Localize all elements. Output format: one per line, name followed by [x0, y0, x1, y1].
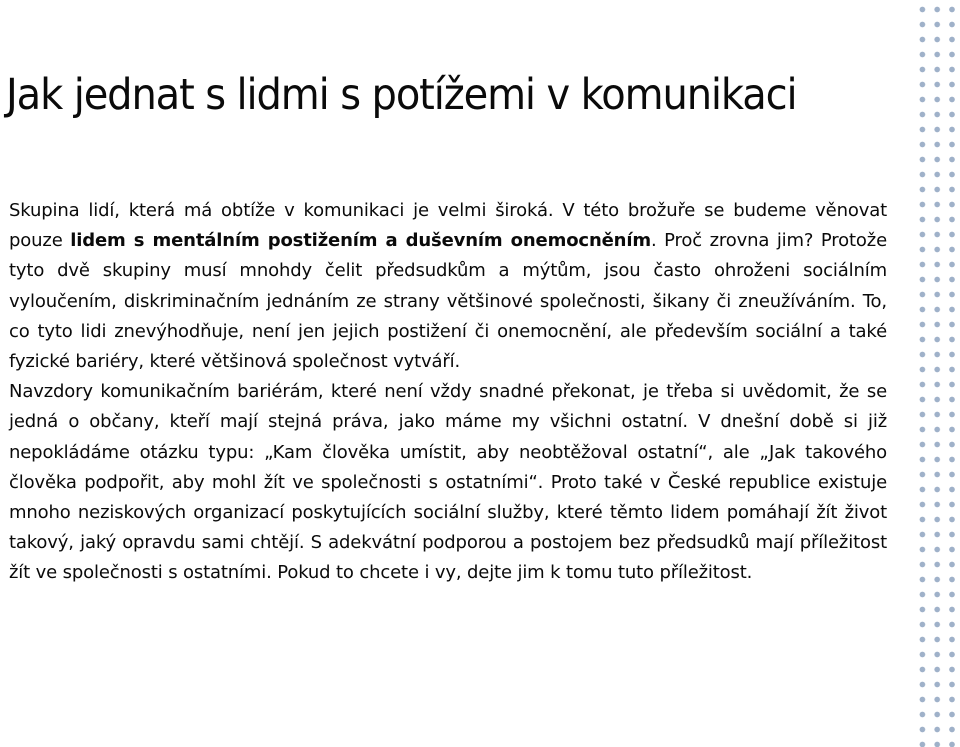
paragraph-1 [9, 196, 887, 377]
paragraph-1-intro: Skupina lidí, která má obtíže v komunikaci je velmi široká. V této brožuře se budeme věnovat pouze [9, 200, 887, 252]
body-text [9, 196, 887, 589]
paragraph-1-rest: . Proč zrovna jim? Protože tyto dvě skupiny musí mnohdy čelit předsudkům a mýtům, jsou často ohroženi sociálním vyloučením, diskriminačním jednáním ze strany většinové společnosti, šikany či zneužíváním. To, co tyto lidi znevýhodňuje, není jen jejich postižení či onemocnění, ale především sociální a také fyzické bariéry, které většinová společnost vytváří. [9, 230, 887, 373]
paragraph-1-emphasis: lidem s mentálním postižením a duševním onemocněním [70, 230, 651, 252]
paragraph-2: Navzdory komunikačním bariérám, které není vždy snadné překonat, je třeba si uvědomit, že se jedná o občany, kteří mají stejná práva, jako máme my všichni ostatní. V dnešní době si již nepokládáme otázku typu: „Kam člověka umístit, aby neobtěžoval ostatní“, ale „Jak takového člověka podpořit, aby mohl žít ve společnosti s ostatními“. Proto také v České republice existuje mnoho neziskových organizací poskytujících sociální služby, které těmto lidem pomáhají žít život takový, jaký opravdu sami chtějí. S adekvátní podporou a postojem bez předsudků mají příležitost žít ve společnosti s ostatními. Pokud to chcete i vy, dejte jim k tomu tuto příležitost. [9, 381, 887, 584]
dot-pattern-decoration [912, 0, 960, 747]
page-title: Jak jednat s lidmi s potížemi v komunikaci [6, 70, 797, 120]
